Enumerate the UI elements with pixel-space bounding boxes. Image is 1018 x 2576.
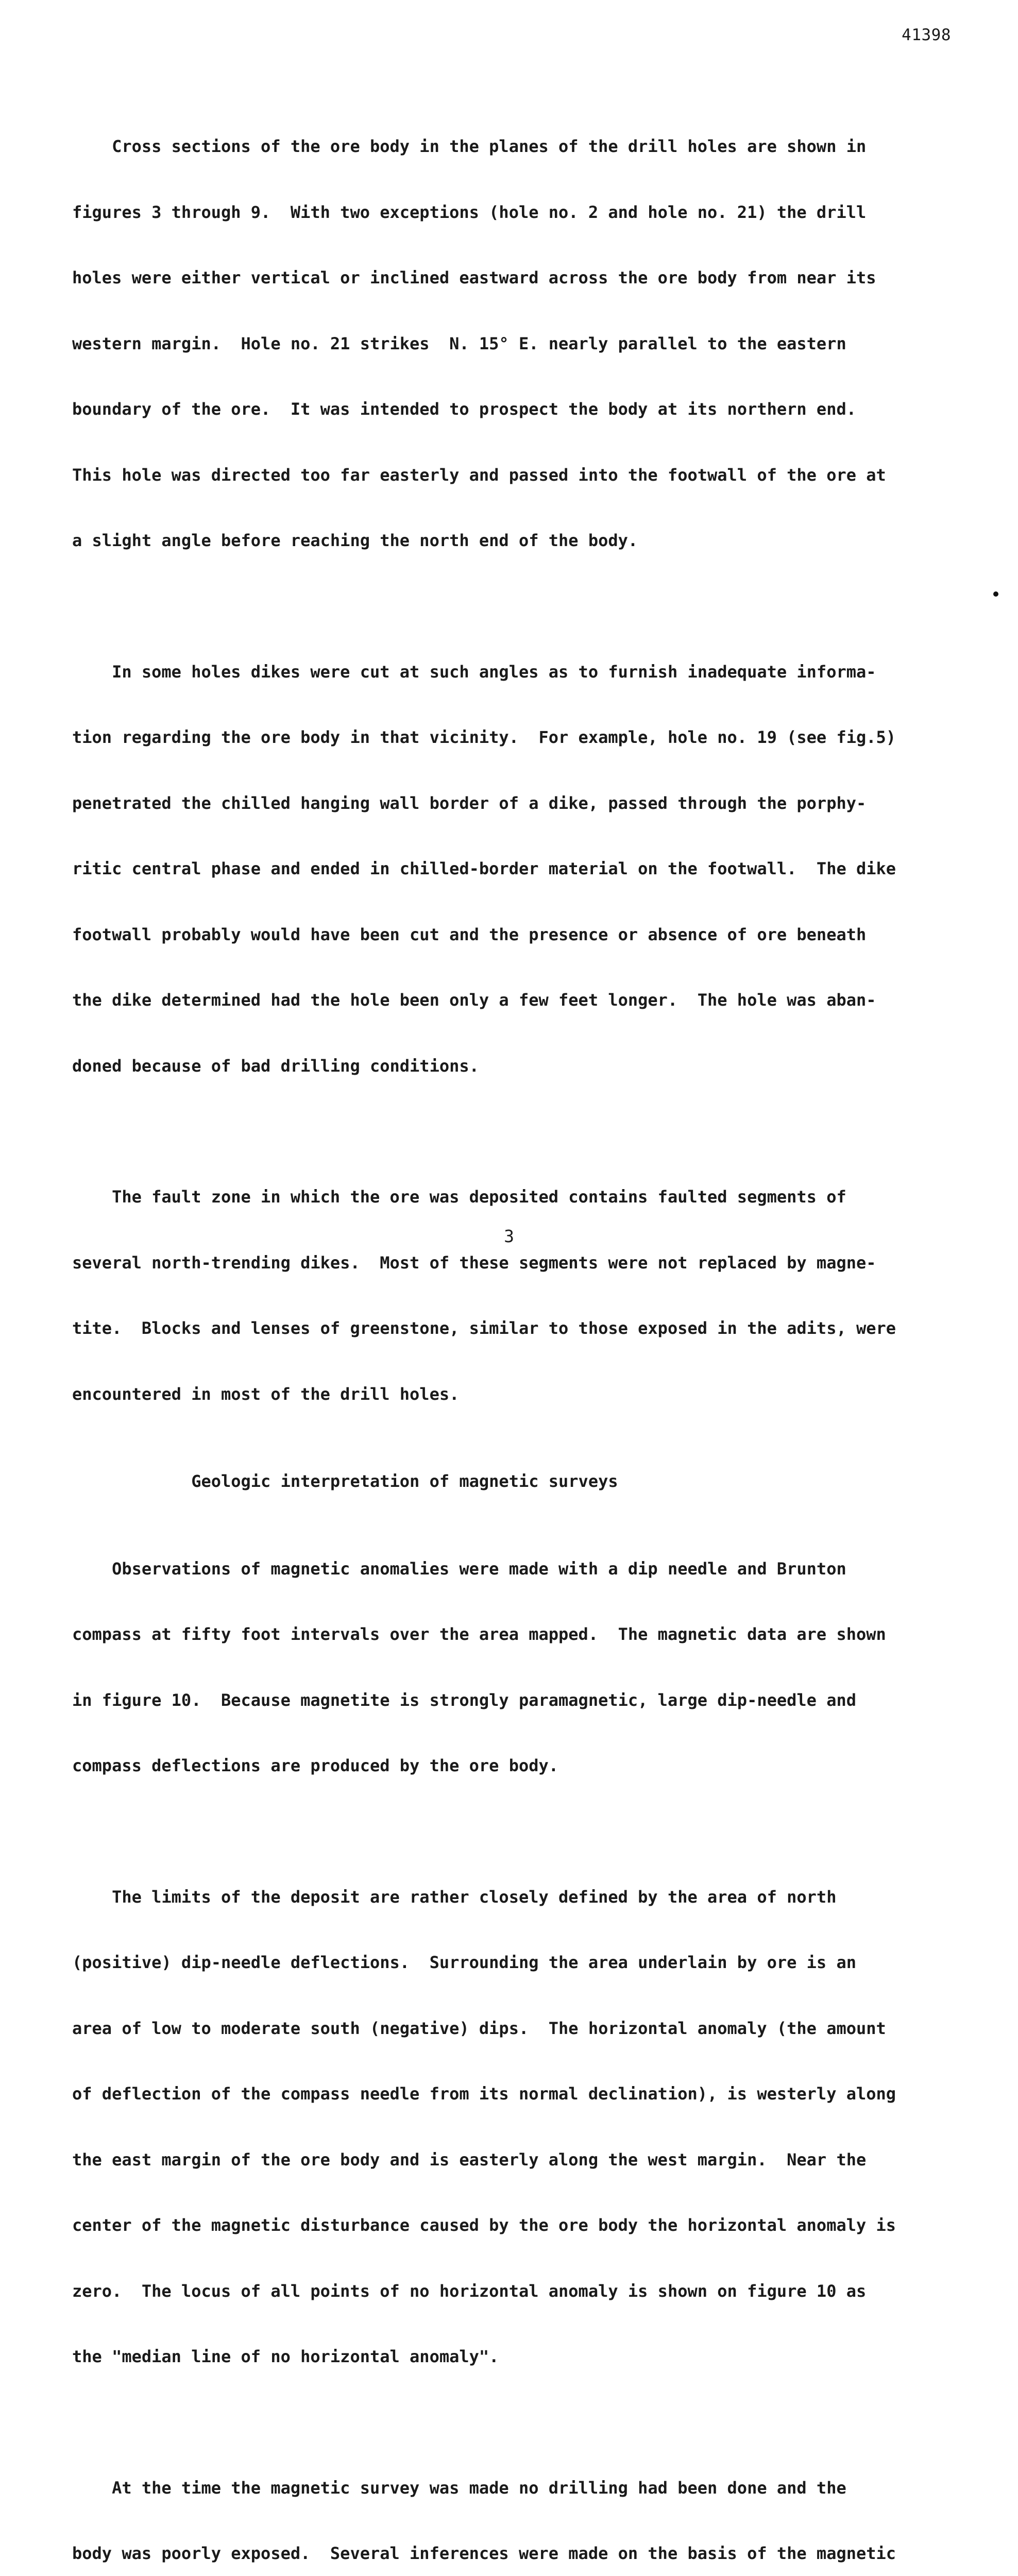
text-line: encountered in most of the drill holes.	[72, 1383, 956, 1405]
text-line: ritic central phase and ended in chilled-border material on the footwall. The dike	[72, 858, 956, 880]
text-line: compass at fifty foot intervals over the area mapped. The magnetic data are shown	[72, 1623, 956, 1646]
text-line: Observations of magnetic anomalies were made with a dip needle and Brunton	[72, 1558, 956, 1580]
text-line: At the time the magnetic survey was made no drilling had been done and the	[72, 2477, 956, 2499]
text-line: area of low to moderate south (negative) dips. The horizontal anomaly (the amount	[72, 2018, 956, 2040]
ink-speck	[993, 591, 998, 597]
paragraph-dikes	[72, 617, 956, 1121]
paragraph-fault-zone	[72, 1142, 956, 1449]
paragraph-limits	[72, 1842, 956, 2412]
text-line: in figure 10. Because magnetite is strongly paramagnetic, large dip-needle and	[72, 1689, 956, 1711]
text-line: western margin. Hole no. 21 strikes N. 15° E. nearly parallel to the eastern	[72, 333, 956, 355]
text-line: holes were either vertical or inclined eastward across the ore body from near its	[72, 267, 956, 289]
text-line: In some holes dikes were cut at such angles as to furnish inadequate informa-	[72, 661, 956, 683]
text-line: the east margin of the ore body and is easterly along the west margin. Near the	[72, 2149, 956, 2171]
page-number: 3	[0, 1226, 1018, 1246]
paragraph-observations	[72, 1514, 956, 1821]
section-heading-text: Geologic interpretation of magnetic surveys	[191, 1471, 618, 1491]
text-line: center of the magnetic disturbance caused by the ore body the horizontal anomaly is	[72, 2214, 956, 2236]
text-line: boundary of the ore. It was intended to prospect the body at its northern end.	[72, 398, 956, 420]
text-line: a slight angle before reaching the north end of the body.	[72, 530, 956, 552]
text-line: of deflection of the compass needle from its normal declination), is westerly along	[72, 2083, 956, 2105]
text-line: The fault zone in which the ore was deposited contains faulted segments of	[72, 1186, 956, 1208]
text-line: zero. The locus of all points of no horizontal anomaly is shown on figure 10 as	[72, 2280, 956, 2302]
text-line: the "median line of no horizontal anomaly".	[72, 2346, 956, 2368]
text-line: figures 3 through 9. With two exceptions (hole no. 2 and hole no. 21) the drill	[72, 201, 956, 224]
text-line: body was poorly exposed. Several inferences were made on the basis of the magnetic	[72, 2543, 956, 2565]
text-line: footwall probably would have been cut and the presence or absence of ore beneath	[72, 924, 956, 946]
text-line: several north-trending dikes. Most of these segments were not replaced by magne-	[72, 1252, 956, 1274]
text-line: compass deflections are produced by the ore body.	[72, 1755, 956, 1777]
text-line: the dike determined had the hole been only a few feet longer. The hole was aban-	[72, 989, 956, 1011]
text-line: doned because of bad drilling conditions.	[72, 1055, 956, 1077]
paragraph-drill-holes	[72, 92, 956, 596]
body-text	[72, 92, 956, 2576]
document-page	[0, 0, 1018, 1261]
section-heading	[72, 1470, 956, 1493]
text-line: penetrated the chilled hanging wall border of a dike, passed through the porphy-	[72, 792, 956, 815]
document-number: 41398	[902, 26, 951, 44]
text-line: The limits of the deposit are rather closely defined by the area of north	[72, 1886, 956, 1908]
text-line: This hole was directed too far easterly and passed into the footwall of the ore at	[72, 464, 956, 486]
paragraph-survey-time	[72, 2433, 956, 2576]
text-line: tion regarding the ore body in that vicinity. For example, hole no. 19 (see fig.5)	[72, 726, 956, 749]
text-line: (positive) dip-needle deflections. Surrounding the area underlain by ore is an	[72, 1952, 956, 1974]
text-line: Cross sections of the ore body in the planes of the drill holes are shown in	[72, 135, 956, 158]
text-line: tite. Blocks and lenses of greenstone, similar to those exposed in the adits, were	[72, 1317, 956, 1340]
